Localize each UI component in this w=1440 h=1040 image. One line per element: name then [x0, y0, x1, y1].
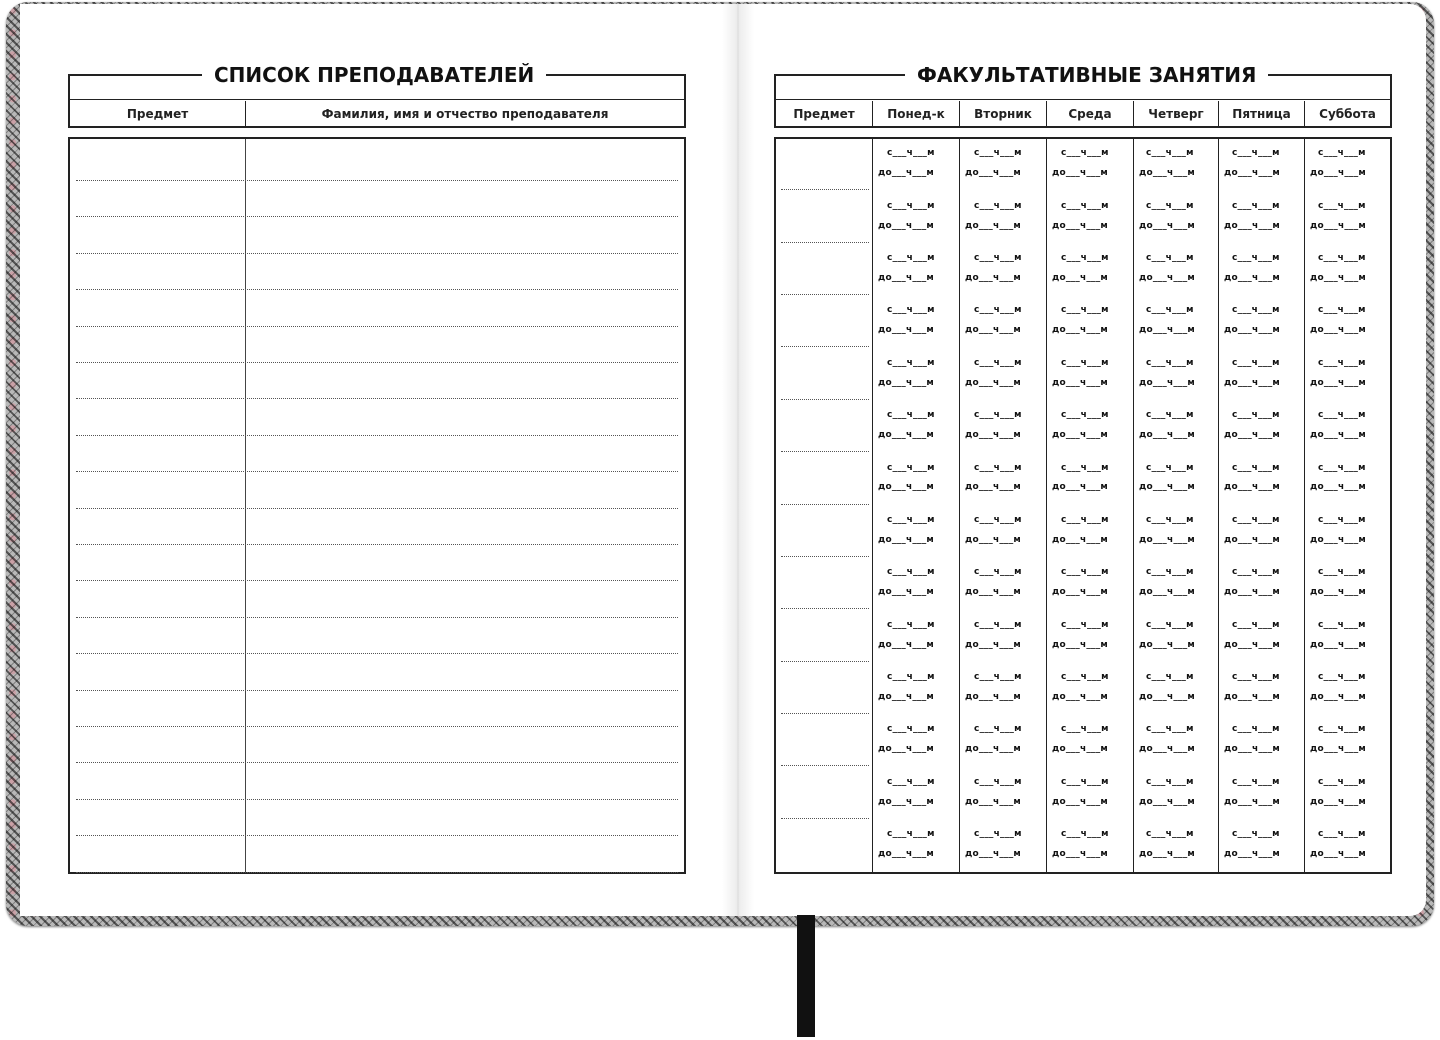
time-from-field[interactable]: с___ч___м [1146, 724, 1194, 735]
writing-line[interactable] [76, 180, 678, 181]
time-to-field[interactable]: до___ч___м [1052, 168, 1108, 179]
time-to-field[interactable]: до___ч___м [1310, 168, 1366, 179]
time-from-field[interactable]: с___ч___м [1318, 671, 1366, 682]
time-from-field[interactable]: с___ч___м [1146, 410, 1194, 421]
time-to-field[interactable]: до___ч___м [1052, 691, 1108, 702]
time-from-field[interactable]: с___ч___м [1318, 829, 1366, 840]
subject-line[interactable] [781, 608, 869, 609]
time-from-field[interactable]: с___ч___м [974, 410, 1022, 421]
time-from-field[interactable]: с___ч___м [887, 724, 935, 735]
column-header-tuesday: Вторник [959, 101, 1046, 126]
time-from-field[interactable]: с___ч___м [887, 305, 935, 316]
time-from-field[interactable]: с___ч___м [1061, 462, 1109, 473]
time-from-field[interactable]: с___ч___м [974, 724, 1022, 735]
time-from-field[interactable]: с___ч___м [974, 567, 1022, 578]
time-from-field[interactable]: с___ч___м [1061, 619, 1109, 630]
time-from-field[interactable]: с___ч___м [887, 253, 935, 264]
teachers-list-title: СПИСОК ПРЕПОДАВАТЕЛЕЙ [202, 63, 546, 87]
subject-line[interactable] [781, 765, 869, 766]
time-from-field[interactable]: с___ч___м [1061, 200, 1109, 211]
time-from-field[interactable]: с___ч___м [1318, 724, 1366, 735]
time-from-field[interactable]: с___ч___м [1061, 724, 1109, 735]
time-to-field[interactable]: до___ч___м [1224, 587, 1280, 598]
time-to-field[interactable]: до___ч___м [1224, 691, 1280, 702]
column-header-monday: Понед-к [872, 101, 959, 126]
time-from-field[interactable]: с___ч___м [887, 410, 935, 421]
time-to-field[interactable]: до___ч___м [878, 482, 934, 493]
writing-line[interactable] [76, 799, 678, 800]
time-to-field[interactable]: до___ч___м [965, 325, 1021, 336]
time-to-field[interactable]: до___ч___м [1139, 273, 1195, 284]
time-to-field[interactable]: до___ч___м [1052, 534, 1108, 545]
time-to-field[interactable]: до___ч___м [1310, 273, 1366, 284]
time-from-field[interactable]: с___ч___м [1146, 253, 1194, 264]
time-from-field[interactable]: с___ч___м [1061, 305, 1109, 316]
time-to-field[interactable]: до___ч___м [1224, 377, 1280, 388]
writing-line[interactable] [76, 544, 678, 545]
time-from-field[interactable]: с___ч___м [1146, 619, 1194, 630]
time-from-field[interactable]: с___ч___м [1232, 567, 1280, 578]
time-to-field[interactable]: до___ч___м [878, 273, 934, 284]
time-from-field[interactable]: с___ч___м [1061, 410, 1109, 421]
time-to-field[interactable]: до___ч___м [1139, 482, 1195, 493]
writing-line[interactable] [76, 508, 678, 509]
writing-line[interactable] [76, 872, 678, 873]
time-from-field[interactable]: с___ч___м [974, 829, 1022, 840]
time-to-field[interactable]: до___ч___м [878, 744, 934, 755]
column-header-subject: Предмет [793, 106, 855, 121]
time-to-field[interactable]: до___ч___м [878, 325, 934, 336]
time-to-field[interactable]: до___ч___м [1139, 848, 1195, 859]
time-to-field[interactable]: до___ч___м [1224, 168, 1280, 179]
time-to-field[interactable]: до___ч___м [1139, 744, 1195, 755]
column-header-wednesday: Среда [1046, 101, 1133, 126]
time-from-field[interactable]: с___ч___м [1232, 148, 1280, 159]
time-to-field[interactable]: до___ч___м [1310, 220, 1366, 231]
time-from-field[interactable]: с___ч___м [1232, 776, 1280, 787]
time-to-field[interactable]: до___ч___м [1224, 430, 1280, 441]
time-to-field[interactable]: до___ч___м [965, 273, 1021, 284]
time-from-field[interactable]: с___ч___м [1232, 462, 1280, 473]
time-from-field[interactable]: с___ч___м [1146, 776, 1194, 787]
time-from-field[interactable]: с___ч___м [974, 462, 1022, 473]
time-from-field[interactable]: с___ч___м [887, 357, 935, 368]
time-from-field[interactable]: с___ч___м [1318, 357, 1366, 368]
time-to-field[interactable]: до___ч___м [965, 639, 1021, 650]
time-from-field[interactable]: с___ч___м [1146, 148, 1194, 159]
time-to-field[interactable]: до___ч___м [1310, 377, 1366, 388]
time-to-field[interactable]: до___ч___м [1310, 587, 1366, 598]
time-from-field[interactable]: с___ч___м [1318, 776, 1366, 787]
time-from-field[interactable]: с___ч___м [1146, 671, 1194, 682]
time-to-field[interactable]: до___ч___м [1224, 482, 1280, 493]
time-to-field[interactable]: до___ч___м [1224, 273, 1280, 284]
subject-line[interactable] [781, 556, 869, 557]
day-column-divider [1218, 139, 1219, 872]
time-from-field[interactable]: с___ч___м [1061, 776, 1109, 787]
subject-line[interactable] [781, 242, 869, 243]
time-from-field[interactable]: с___ч___м [1061, 253, 1109, 264]
time-to-field[interactable]: до___ч___м [965, 796, 1021, 807]
time-to-field[interactable]: до___ч___м [1139, 639, 1195, 650]
time-to-field[interactable]: до___ч___м [878, 430, 934, 441]
time-to-field[interactable]: до___ч___м [878, 220, 934, 231]
writing-line[interactable] [76, 326, 678, 327]
writing-line[interactable] [76, 726, 678, 727]
time-to-field[interactable]: до___ч___м [965, 220, 1021, 231]
time-to-field[interactable]: до___ч___м [1052, 587, 1108, 598]
writing-line[interactable] [76, 835, 678, 836]
time-from-field[interactable]: с___ч___м [1318, 148, 1366, 159]
time-to-field[interactable]: до___ч___м [1052, 220, 1108, 231]
time-from-field[interactable]: с___ч___м [887, 776, 935, 787]
writing-line[interactable] [76, 617, 678, 618]
time-from-field[interactable]: с___ч___м [1318, 567, 1366, 578]
time-to-field[interactable]: до___ч___м [1139, 587, 1195, 598]
time-to-field[interactable]: до___ч___м [965, 848, 1021, 859]
subject-line[interactable] [781, 504, 869, 505]
time-from-field[interactable]: с___ч___м [974, 200, 1022, 211]
subject-line[interactable] [781, 713, 869, 714]
time-from-field[interactable]: с___ч___м [1318, 305, 1366, 316]
time-to-field[interactable]: до___ч___м [1310, 430, 1366, 441]
time-from-field[interactable]: с___ч___м [887, 514, 935, 525]
time-to-field[interactable]: до___ч___м [1139, 430, 1195, 441]
time-from-field[interactable]: с___ч___м [1061, 567, 1109, 578]
time-from-field[interactable]: с___ч___м [1061, 671, 1109, 682]
day-column-divider [959, 139, 960, 872]
time-to-field[interactable]: до___ч___м [1310, 848, 1366, 859]
column-header-teacher-name: Фамилия, имя и отчество преподавателя [245, 101, 684, 126]
time-from-field[interactable]: с___ч___м [1232, 671, 1280, 682]
time-to-field[interactable]: до___ч___м [1052, 639, 1108, 650]
day-column-divider [872, 139, 873, 872]
writing-line[interactable] [76, 253, 678, 254]
time-to-field[interactable]: до___ч___м [1310, 325, 1366, 336]
time-from-field[interactable]: с___ч___м [1146, 305, 1194, 316]
time-from-field[interactable]: с___ч___м [1061, 357, 1109, 368]
time-from-field[interactable]: с___ч___м [1318, 200, 1366, 211]
time-to-field[interactable]: до___ч___м [878, 377, 934, 388]
time-to-field[interactable]: до___ч___м [1310, 796, 1366, 807]
header-divider [776, 99, 1390, 100]
writing-line[interactable] [76, 362, 678, 363]
time-from-field[interactable]: с___ч___м [887, 567, 935, 578]
writing-line[interactable] [76, 435, 678, 436]
column-header-subject: Предмет [126, 106, 189, 121]
time-from-field[interactable]: с___ч___м [887, 200, 935, 211]
time-to-field[interactable]: до___ч___м [965, 534, 1021, 545]
page-gutter [722, 4, 754, 916]
day-column-divider [1133, 139, 1134, 872]
day-column-divider [1304, 139, 1305, 872]
time-to-field[interactable]: до___ч___м [1224, 639, 1280, 650]
time-from-field[interactable]: с___ч___м [974, 514, 1022, 525]
time-to-field[interactable]: до___ч___м [965, 482, 1021, 493]
time-from-field[interactable]: с___ч___м [887, 829, 935, 840]
writing-line[interactable] [76, 289, 678, 290]
time-from-field[interactable]: с___ч___м [1232, 724, 1280, 735]
time-to-field[interactable]: до___ч___м [1224, 534, 1280, 545]
time-from-field[interactable]: с___ч___м [1146, 567, 1194, 578]
time-to-field[interactable]: до___ч___м [1224, 220, 1280, 231]
time-to-field[interactable]: до___ч___м [1052, 325, 1108, 336]
time-from-field[interactable]: с___ч___м [1146, 829, 1194, 840]
time-from-field[interactable]: с___ч___м [974, 305, 1022, 316]
time-from-field[interactable]: с___ч___м [887, 462, 935, 473]
time-to-field[interactable]: до___ч___м [1052, 482, 1108, 493]
header-divider [70, 99, 684, 100]
column-header-thursday: Четверг [1133, 101, 1218, 126]
time-from-field[interactable]: с___ч___м [1318, 514, 1366, 525]
time-from-field[interactable]: с___ч___м [1146, 462, 1194, 473]
time-from-field[interactable]: с___ч___м [1232, 305, 1280, 316]
day-column-divider [1046, 139, 1047, 872]
time-to-field[interactable]: до___ч___м [1052, 377, 1108, 388]
time-to-field[interactable]: до___ч___м [878, 848, 934, 859]
time-to-field[interactable]: до___ч___м [1224, 796, 1280, 807]
subject-line[interactable] [781, 189, 869, 190]
time-from-field[interactable]: с___ч___м [1232, 514, 1280, 525]
time-to-field[interactable]: до___ч___м [1139, 534, 1195, 545]
time-to-field[interactable]: до___ч___м [878, 796, 934, 807]
subject-line[interactable] [781, 346, 869, 347]
time-from-field[interactable]: с___ч___м [1146, 200, 1194, 211]
time-to-field[interactable]: до___ч___м [965, 587, 1021, 598]
time-from-field[interactable]: с___ч___м [887, 148, 935, 159]
time-from-field[interactable]: с___ч___м [1232, 410, 1280, 421]
time-to-field[interactable]: до___ч___м [1052, 273, 1108, 284]
time-from-field[interactable]: с___ч___м [1318, 253, 1366, 264]
time-to-field[interactable]: до___ч___м [1139, 796, 1195, 807]
time-to-field[interactable]: до___ч___м [1310, 639, 1366, 650]
time-from-field[interactable]: с___ч___м [974, 148, 1022, 159]
time-to-field[interactable]: до___ч___м [1224, 848, 1280, 859]
time-from-field[interactable]: с___ч___м [1146, 357, 1194, 368]
time-to-field[interactable]: до___ч___м [1310, 482, 1366, 493]
time-from-field[interactable]: с___ч___м [1232, 357, 1280, 368]
subject-line[interactable] [781, 294, 869, 295]
time-to-field[interactable]: до___ч___м [1139, 220, 1195, 231]
time-to-field[interactable]: до___ч___м [965, 691, 1021, 702]
writing-line[interactable] [76, 580, 678, 581]
time-from-field[interactable]: с___ч___м [974, 357, 1022, 368]
time-to-field[interactable]: до___ч___м [965, 430, 1021, 441]
subject-line[interactable] [781, 818, 869, 819]
column-header-saturday: Суббота [1304, 101, 1390, 126]
time-to-field[interactable]: до___ч___м [1052, 848, 1108, 859]
time-to-field[interactable]: до___ч___м [1224, 325, 1280, 336]
writing-line[interactable] [76, 653, 678, 654]
time-from-field[interactable]: с___ч___м [1232, 619, 1280, 630]
time-to-field[interactable]: до___ч___м [878, 168, 934, 179]
time-from-field[interactable]: с___ч___м [974, 776, 1022, 787]
time-to-field[interactable]: до___ч___м [1310, 691, 1366, 702]
time-from-field[interactable]: с___ч___м [1146, 514, 1194, 525]
electives-table [774, 137, 1392, 874]
time-to-field[interactable]: до___ч___м [878, 639, 934, 650]
bookmark-ribbon[interactable] [797, 915, 815, 1037]
time-from-field[interactable]: с___ч___м [974, 619, 1022, 630]
writing-line[interactable] [76, 690, 678, 691]
time-from-field[interactable]: с___ч___м [1061, 148, 1109, 159]
time-to-field[interactable]: до___ч___м [1052, 744, 1108, 755]
time-to-field[interactable]: до___ч___м [965, 744, 1021, 755]
column-header-friday: Пятница [1218, 101, 1304, 126]
time-from-field[interactable]: с___ч___м [1232, 253, 1280, 264]
time-to-field[interactable]: до___ч___м [1139, 377, 1195, 388]
time-from-field[interactable]: с___ч___м [887, 671, 935, 682]
time-from-field[interactable]: с___ч___м [1061, 829, 1109, 840]
time-to-field[interactable]: до___ч___м [1139, 325, 1195, 336]
time-to-field[interactable]: до___ч___м [1139, 168, 1195, 179]
time-to-field[interactable]: до___ч___м [1139, 691, 1195, 702]
time-to-field[interactable]: до___ч___м [1052, 430, 1108, 441]
subject-line[interactable] [781, 661, 869, 662]
teachers-table [68, 137, 686, 874]
subject-line[interactable] [781, 451, 869, 452]
time-to-field[interactable]: до___ч___м [965, 377, 1021, 388]
time-to-field[interactable]: до___ч___м [878, 587, 934, 598]
subject-line[interactable] [781, 399, 869, 400]
time-to-field[interactable]: до___ч___м [1310, 744, 1366, 755]
time-from-field[interactable]: с___ч___м [1061, 514, 1109, 525]
time-from-field[interactable]: с___ч___м [1232, 200, 1280, 211]
writing-line[interactable] [76, 762, 678, 763]
time-from-field[interactable]: с___ч___м [1318, 410, 1366, 421]
time-to-field[interactable]: до___ч___м [1052, 796, 1108, 807]
time-to-field[interactable]: до___ч___м [878, 534, 934, 545]
time-from-field[interactable]: с___ч___м [974, 671, 1022, 682]
time-from-field[interactable]: с___ч___м [1318, 619, 1366, 630]
time-to-field[interactable]: до___ч___м [878, 691, 934, 702]
writing-line[interactable] [76, 398, 678, 399]
time-to-field[interactable]: до___ч___м [965, 168, 1021, 179]
time-to-field[interactable]: до___ч___м [1224, 744, 1280, 755]
time-from-field[interactable]: с___ч___м [1318, 462, 1366, 473]
time-from-field[interactable]: с___ч___м [1232, 829, 1280, 840]
time-to-field[interactable]: до___ч___м [1310, 534, 1366, 545]
time-from-field[interactable]: с___ч___м [887, 619, 935, 630]
electives-title: ФАКУЛЬТАТИВНЫЕ ЗАНЯТИЯ [905, 63, 1268, 87]
writing-line[interactable] [76, 216, 678, 217]
writing-line[interactable] [76, 471, 678, 472]
time-from-field[interactable]: с___ч___м [974, 253, 1022, 264]
